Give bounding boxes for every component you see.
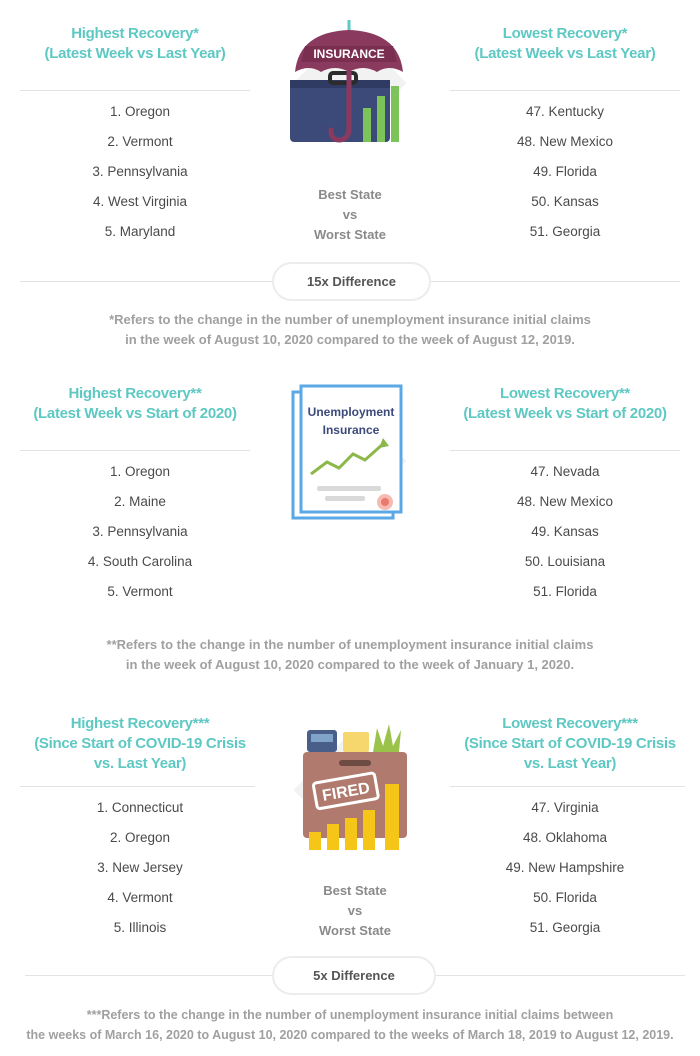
section2-right-heading: Lowest Recovery** (Latest Week vs Start of 2020) [463, 385, 667, 422]
list-item: 5. Maryland [104, 224, 176, 239]
section2-right-list [450, 457, 680, 607]
section3-difference-badge: 5x Difference [272, 956, 436, 995]
fired-box-icon [285, 722, 415, 857]
section3-right-heading: Lowest Recovery*** (Since Start of COVID-19 Crisis vs. Last Year) [464, 715, 676, 772]
list-item: 1. Connecticut [96, 800, 184, 815]
list-item: 48. Oklahoma [522, 830, 608, 845]
section3-left-list [30, 793, 250, 943]
list-item: 47. Kentucky [525, 104, 605, 119]
list-item: 49. New Hampshire [505, 860, 625, 875]
list-item: 3. New Jersey [97, 860, 183, 875]
list-item: 49. Kansas [531, 524, 599, 539]
list-item: 50. Louisiana [524, 554, 606, 569]
insurance-label: INSURANCE [313, 47, 385, 61]
divider [450, 450, 680, 451]
list-item: 51. Georgia [529, 920, 601, 935]
section3-right-list [450, 793, 680, 943]
list-item: 47. Nevada [530, 464, 600, 479]
list-item: 5. Illinois [113, 920, 167, 935]
list-item: 1. Oregon [109, 464, 171, 479]
fired-stamp-label: FIRED [320, 779, 372, 805]
divider [450, 90, 680, 91]
list-item: 2. Maine [114, 494, 166, 509]
divider [20, 786, 255, 787]
divider [450, 786, 685, 787]
insurance-umbrella-icon [285, 18, 415, 148]
section3-best-vs-worst: Best State vs Worst State [319, 883, 391, 938]
list-item: 50. Florida [533, 890, 597, 905]
list-item: 50. Kansas [531, 194, 599, 209]
list-item: 4. Vermont [107, 890, 173, 905]
list-item: 2. Vermont [107, 134, 173, 149]
list-item: 49. Florida [533, 164, 597, 179]
list-item: 4. West Virginia [92, 194, 188, 209]
section1-right-heading: Lowest Recovery* (Latest Week vs Last Year) [474, 25, 656, 62]
section1-difference-badge: 15x Difference [272, 262, 431, 301]
section2-footnote: **Refers to the change in the number of unemployment insurance initial claims in the week of August 10, 2020 compared to the week of January 1, 2020. [106, 637, 594, 672]
section2-left-heading: Highest Recovery** (Latest Week vs Start of 2020) [33, 385, 237, 422]
list-item: 48. New Mexico [516, 494, 614, 509]
section1-left-list [30, 97, 250, 247]
section3-footnote: ***Refers to the change in the number of unemployment insurance initial claims between the weeks of March 16, 2020 to August 10, 2020 compared to the weeks of March 18, 2019 to August 12, 2019. [26, 1008, 674, 1042]
divider [20, 90, 250, 91]
list-item: 5. Vermont [107, 584, 173, 599]
list-item: 1. Oregon [109, 104, 171, 119]
section3-left-heading: Highest Recovery*** (Since Start of COVID-19 Crisis vs. Last Year) [34, 715, 246, 772]
divider [20, 450, 250, 451]
section1-best-vs-worst: Best State vs Worst State [314, 187, 386, 242]
list-item: 4. South Carolina [87, 554, 193, 569]
document-title-line1: Unemployment [307, 405, 395, 419]
section1-right-list [450, 97, 680, 247]
section1-footnote: *Refers to the change in the number of unemployment insurance initial claims in the week of August 10, 2020 compared to the week of August 12, 2019. [109, 312, 591, 347]
list-item: 2. Oregon [109, 830, 171, 845]
list-item: 3. Pennsylvania [92, 524, 188, 539]
unemployment-document-icon [285, 386, 415, 526]
list-item: 51. Florida [533, 584, 597, 599]
section1-left-heading: Highest Recovery* (Latest Week vs Last Year) [44, 25, 226, 62]
list-item: 51. Georgia [529, 224, 601, 239]
section2-left-list [30, 457, 250, 607]
list-item: 47. Virginia [531, 800, 599, 815]
list-item: 3. Pennsylvania [92, 164, 188, 179]
document-title-line2: Insurance [322, 423, 380, 437]
list-item: 48. New Mexico [516, 134, 614, 149]
